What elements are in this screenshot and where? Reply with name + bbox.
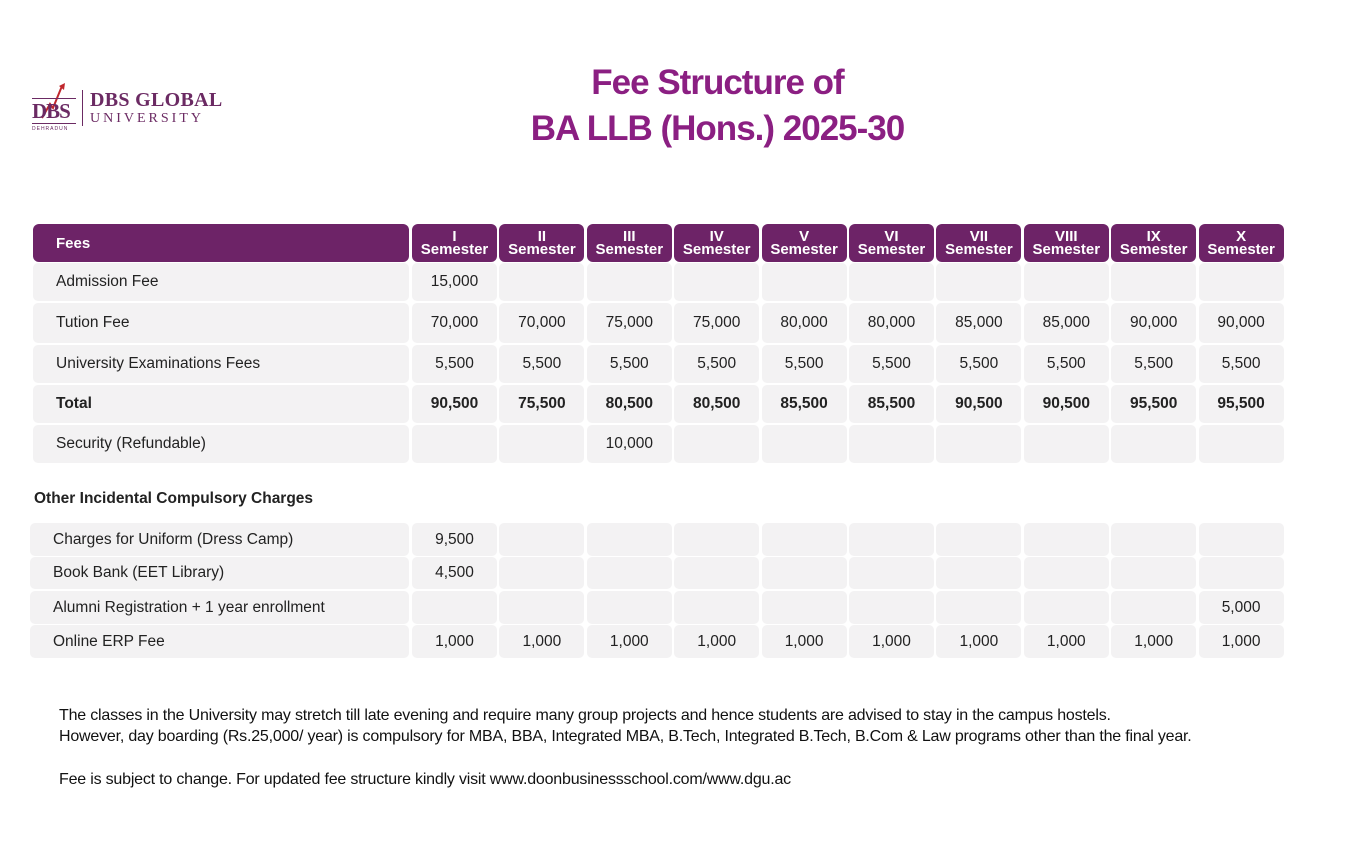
charge-row-label: Book Bank (EET Library) (30, 557, 409, 589)
charge-value-cell (1199, 557, 1284, 589)
fee-value-cell (674, 263, 759, 301)
fee-value-cell (1024, 263, 1109, 301)
fee-value-cell (849, 263, 934, 301)
fee-value-cell (762, 263, 847, 301)
fee-value-cell: 5,500 (762, 345, 847, 383)
fee-value-cell (936, 425, 1021, 463)
semester-number: I (452, 228, 457, 245)
charge-value-cell (674, 591, 759, 624)
fee-value-cell: 5,500 (499, 345, 584, 383)
semester-word: Semester (682, 241, 751, 258)
fee-value-cell: 5,500 (936, 345, 1021, 383)
fee-value-cell (1111, 425, 1196, 463)
charge-row-label: Online ERP Fee (30, 625, 409, 658)
charge-value-cell: 1,000 (412, 625, 497, 658)
semester-header (1199, 224, 1284, 262)
fee-value-cell: 5,500 (1199, 345, 1284, 383)
semester-word: Semester (1207, 241, 1275, 258)
semester-word: Semester (945, 241, 1013, 258)
dbs-logo-mark (32, 82, 78, 134)
charge-value-cell (587, 591, 672, 624)
fee-value-cell (499, 425, 584, 463)
fee-value-cell: 90,500 (1024, 385, 1109, 423)
fee-value-cell: 5,500 (587, 345, 672, 383)
fee-value-cell (849, 425, 934, 463)
fee-value-cell: 95,500 (1199, 385, 1284, 423)
charge-value-cell: 1,000 (849, 625, 934, 658)
semester-number: V (799, 228, 810, 245)
charge-value-cell (936, 523, 1021, 556)
fee-value-cell (587, 263, 672, 301)
charge-value-cell: 1,000 (1024, 625, 1109, 658)
charge-value-cell: 4,500 (412, 557, 497, 589)
fee-value-cell: 80,500 (587, 385, 672, 423)
fee-value-cell: 80,000 (849, 303, 934, 343)
fee-value-cell: 5,500 (1024, 345, 1109, 383)
charge-value-cell (587, 557, 672, 589)
charge-value-cell (849, 591, 934, 624)
fee-value-cell: 80,000 (762, 303, 847, 343)
logo-name-line2: UNIVERSITY (90, 111, 204, 126)
charge-value-cell (499, 557, 584, 589)
fee-row-label: Tution Fee (33, 303, 409, 343)
charge-value-cell (1024, 523, 1109, 556)
charge-value-cell: 5,000 (1199, 591, 1284, 624)
charge-value-cell (674, 557, 759, 589)
charge-value-cell (849, 523, 934, 556)
charge-value-cell (1111, 557, 1196, 589)
charge-row-label: Alumni Registration + 1 year enrollment (30, 591, 409, 624)
charge-value-cell (674, 523, 759, 556)
semester-word: Semester (420, 241, 489, 258)
semester-number: VII (969, 228, 989, 245)
fee-value-cell: 95,500 (1111, 385, 1196, 423)
fee-row-label: University Examinations Fees (33, 345, 409, 383)
title-line2: BA LLB (Hons.) 2025-30 (530, 109, 905, 148)
charge-value-cell: 1,000 (1111, 625, 1196, 658)
semester-header (412, 224, 497, 262)
charge-value-cell (1199, 523, 1284, 556)
logo-divider (82, 90, 83, 126)
fee-row-label: Security (Refundable) (33, 425, 409, 463)
fee-value-cell: 90,000 (1111, 303, 1196, 343)
fee-value-cell: 5,500 (849, 345, 934, 383)
semester-word: Semester (770, 241, 838, 258)
logo-mark-text: DBS (32, 99, 70, 123)
charge-value-cell: 1,000 (499, 625, 584, 658)
charge-value-cell (936, 591, 1021, 624)
semester-header (674, 224, 759, 262)
fee-value-cell: 15,000 (412, 263, 497, 301)
charge-row-label: Charges for Uniform (Dress Camp) (30, 523, 409, 556)
page-title (460, 60, 975, 152)
semester-word: Semester (1032, 241, 1101, 258)
fee-value-cell (674, 425, 759, 463)
semester-word: Semester (508, 241, 576, 258)
fee-value-cell: 5,500 (412, 345, 497, 383)
semester-word: Semester (1119, 241, 1188, 258)
semester-word: Semester (857, 241, 926, 258)
charge-value-cell (499, 591, 584, 624)
fee-value-cell: 75,500 (499, 385, 584, 423)
fee-row-label: Total (33, 385, 409, 423)
semester-number: X (1236, 228, 1247, 245)
charge-value-cell: 1,000 (762, 625, 847, 658)
fee-value-cell: 75,000 (674, 303, 759, 343)
fee-value-cell (1024, 425, 1109, 463)
fee-value-cell: 5,500 (674, 345, 759, 383)
fee-value-cell: 85,000 (1024, 303, 1109, 343)
fee-value-cell (1199, 425, 1284, 463)
logo-name-line1: DBS GLOBAL (90, 89, 223, 111)
fee-value-cell (1111, 263, 1196, 301)
title-line1: Fee Structure of (591, 63, 844, 102)
charge-value-cell: 1,000 (936, 625, 1021, 658)
charge-value-cell (762, 557, 847, 589)
charge-value-cell (499, 523, 584, 556)
fee-value-cell: 90,500 (936, 385, 1021, 423)
charge-value-cell (936, 557, 1021, 589)
fee-value-cell: 10,000 (587, 425, 672, 463)
note-line-1: The classes in the University may stretch till late evening and require many group projects and hence students are advised to stay in the campus hostels. (59, 707, 1111, 724)
fee-value-cell: 75,000 (587, 303, 672, 343)
semester-header (1024, 224, 1109, 262)
semester-header (936, 224, 1021, 262)
semester-number: VI (884, 228, 899, 245)
semester-header (1111, 224, 1196, 262)
charge-value-cell (1024, 591, 1109, 624)
note-line-2: However, day boarding (Rs.25,000/ year) is compulsory for MBA, BBA, Integrated MBA, B.Tech, Integrated B.Tech, B.Com & Law programs other than the final year. (59, 728, 1192, 745)
charge-value-cell (587, 523, 672, 556)
semester-header (587, 224, 672, 262)
charge-value-cell (1111, 591, 1196, 624)
logo-name (90, 90, 222, 126)
fee-value-cell: 90,000 (1199, 303, 1284, 343)
logo-city: DEHRADUN (32, 126, 69, 132)
charge-value-cell (1111, 523, 1196, 556)
fees-header: Fees (33, 224, 409, 262)
fee-value-cell (412, 425, 497, 463)
semester-number: VIII (1055, 228, 1078, 245)
charge-value-cell (762, 591, 847, 624)
semester-word: Semester (595, 241, 664, 258)
fee-value-cell (762, 425, 847, 463)
fee-value-cell (1199, 263, 1284, 301)
fee-value-cell: 85,500 (762, 385, 847, 423)
fee-value-cell: 80,500 (674, 385, 759, 423)
fee-row-label: Admission Fee (33, 263, 409, 301)
fee-value-cell: 70,000 (412, 303, 497, 343)
footnotes (59, 705, 1192, 790)
fee-value-cell: 70,000 (499, 303, 584, 343)
charge-value-cell (762, 523, 847, 556)
semester-header (499, 224, 584, 262)
charge-value-cell (1024, 557, 1109, 589)
fee-value-cell (936, 263, 1021, 301)
semester-number: IX (1146, 228, 1161, 245)
university-logo (32, 82, 222, 134)
semester-number: III (623, 228, 636, 245)
charge-value-cell: 1,000 (674, 625, 759, 658)
note-line-3: Fee is subject to change. For updated fee structure kindly visit www.doonbusinessschool.com/www.dgu.ac (59, 771, 791, 788)
fee-value-cell: 5,500 (1111, 345, 1196, 383)
fee-value-cell: 85,000 (936, 303, 1021, 343)
semester-header (849, 224, 934, 262)
semester-number: IV (709, 228, 724, 245)
semester-number: II (537, 228, 547, 245)
other-charges-heading: Other Incidental Compulsory Charges (34, 490, 314, 507)
charge-value-cell: 1,000 (1199, 625, 1284, 658)
fee-value-cell (499, 263, 584, 301)
charge-value-cell: 9,500 (412, 523, 497, 556)
charge-value-cell: 1,000 (587, 625, 672, 658)
fee-value-cell: 85,500 (849, 385, 934, 423)
fee-value-cell: 90,500 (412, 385, 497, 423)
charge-value-cell (849, 557, 934, 589)
semester-header (762, 224, 847, 262)
charge-value-cell (412, 591, 497, 624)
